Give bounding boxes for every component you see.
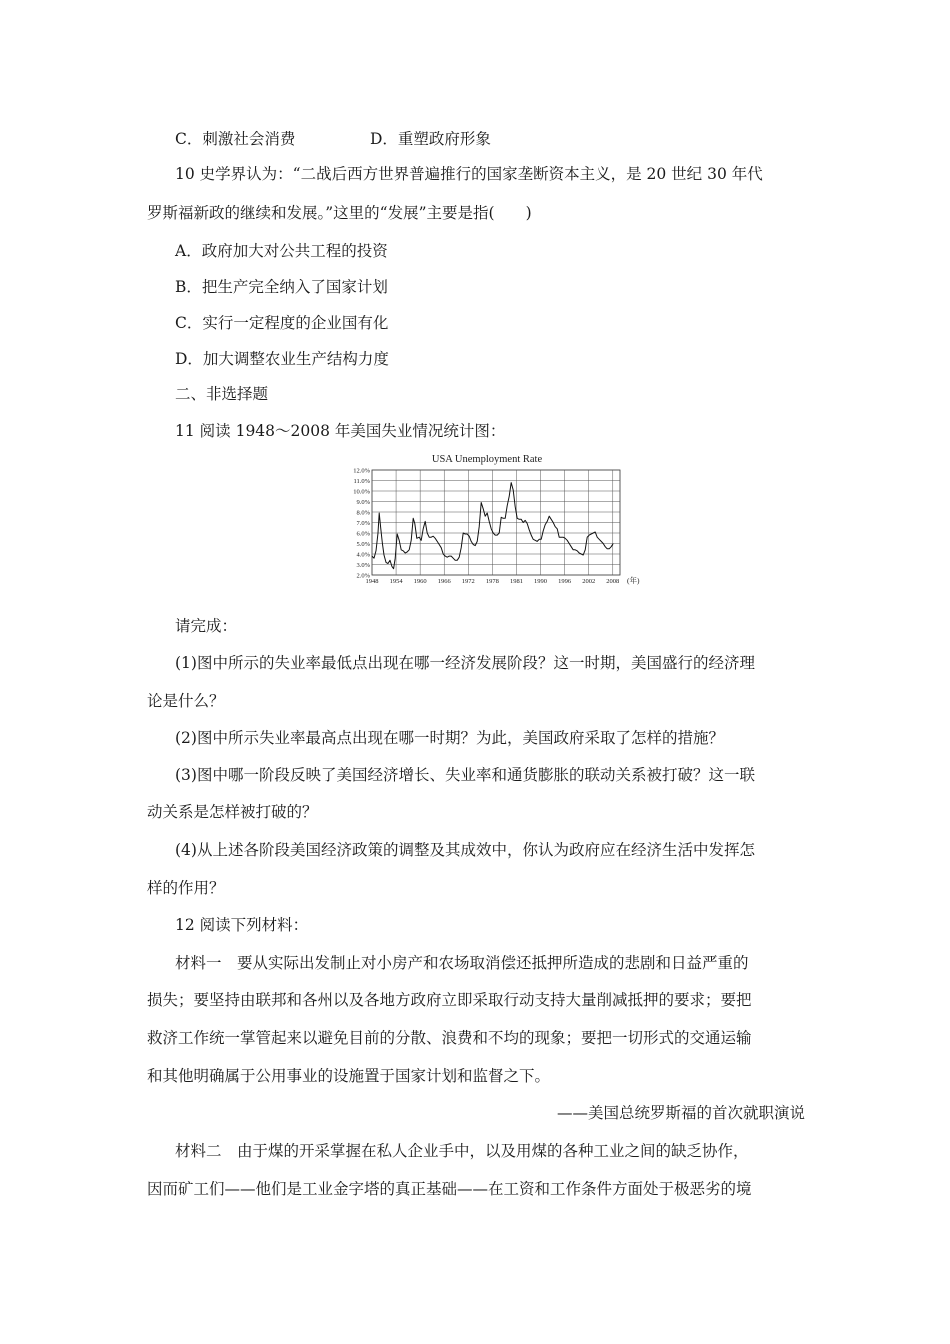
q12-material1-source: ——美国总统罗斯福的首次就职演说 <box>556 1104 805 1122</box>
x-tick-label: 1981 <box>509 578 523 585</box>
y-tick-label: 8.0% <box>356 509 370 517</box>
q11-sub3-line1: (3)图中哪一阶段反映了美国经济增长、失业率和通货膨胀的联动关系被打破？这一联 <box>175 766 755 784</box>
q10-option-c: C．实行一定程度的企业国有化 <box>175 314 389 332</box>
y-tick-label: 3.0% <box>356 562 370 569</box>
q12-stem: 12 阅读下列材料： <box>175 916 309 934</box>
q12-material2-line1: 材料二 由于煤的开采掌握在私人企业手中，以及用煤的各种工业之间的缺乏协作， <box>175 1142 749 1160</box>
y-tick-label: 9.0% <box>356 499 370 506</box>
chart-title: USA Unemployment Rate <box>431 454 543 465</box>
q12-material2-line2: 因而矿工们——他们是工业金字塔的真正基础——在工资和工作条件方面处于极恶劣的境 <box>147 1180 752 1198</box>
chart-y-ticks <box>353 468 370 580</box>
q10-stem-line2: 罗斯福新政的继续和发展。”这里的“发展”主要是指( ) <box>147 204 532 222</box>
y-tick-label: 5.0% <box>356 541 370 548</box>
x-tick-label: 1966 <box>437 578 451 585</box>
x-tick-label: 1978 <box>485 578 499 585</box>
x-tick-label: 2002 <box>582 578 596 585</box>
y-tick-label: 2.0% <box>356 572 370 580</box>
q9-option-d: D．重塑政府形象 <box>370 130 491 148</box>
chart-x-unit-label: (年) <box>627 576 640 585</box>
q10-stem-line1: 10 史学界认为：“二战后西方世界普遍推行的国家垄断资本主义，是 20 世纪 30 年代 <box>175 165 763 183</box>
y-tick-label: 11.0% <box>353 478 370 485</box>
x-tick-label: 1960 <box>413 578 427 585</box>
x-tick-label: 1996 <box>558 578 572 585</box>
y-tick-label: 7.0% <box>356 520 370 527</box>
y-tick-label: 6.0% <box>356 530 370 538</box>
y-tick-label: 4.0% <box>356 551 370 559</box>
q11-sub4-line1: (4)从上述各阶段美国经济政策的调整及其成效中，你认为政府应在经济生活中发挥怎 <box>175 841 755 859</box>
x-tick-label: 2008 <box>606 578 620 585</box>
x-tick-label: 1954 <box>389 578 403 585</box>
q11-stem: 11 阅读 1948～2008 年美国失业情况统计图： <box>175 422 506 440</box>
q12-material1-line2: 损失；要坚持由联邦和各州以及各地方政府立即采取行动支持大量削减抵押的要求；要把 <box>147 991 752 1009</box>
q11-instruction: 请完成： <box>175 617 238 635</box>
q10-option-b: B．把生产完全纳入了国家计划 <box>175 278 388 296</box>
q12-material1-line1: 材料一 要从实际出发制止对小房产和农场取消偿还抵押所造成的悲剧和日益严重的 <box>175 954 749 972</box>
y-tick-label: 10.0% <box>353 488 370 496</box>
chart-grid <box>372 470 620 575</box>
q11-sub1-line1: (1)图中所示的失业率最低点出现在哪一经济发展阶段？这一时期，美国盛行的经济理 <box>175 654 755 672</box>
q10-option-a: A．政府加大对公共工程的投资 <box>175 242 388 260</box>
q11-sub2: (2)图中所示失业率最高点出现在哪一时期？为此，美国政府采取了怎样的措施？ <box>175 729 724 747</box>
x-tick-label: 1990 <box>534 578 548 585</box>
chart-x-ticks <box>366 578 620 585</box>
q11-sub4-line2: 样的作用？ <box>147 879 225 897</box>
q11-sub1-line2: 论是什么？ <box>147 692 225 710</box>
x-tick-label: 1972 <box>461 578 475 585</box>
q9-option-c: C．刺激社会消费 <box>175 130 296 148</box>
q11-sub3-line2: 动关系是怎样被打破的？ <box>147 803 318 821</box>
q12-material1-line3: 救济工作统一掌管起来以避免目前的分散、浪费和不均的现象；要把一切形式的交通运输 <box>147 1029 752 1047</box>
q10-option-d: D．加大调整农业生产结构力度 <box>175 350 389 368</box>
x-tick-label: 1948 <box>365 578 379 585</box>
unemployment-chart <box>350 450 650 590</box>
q12-material1-line4: 和其他明确属于公用事业的设施置于国家计划和监督之下。 <box>147 1067 551 1085</box>
q9-options-row <box>175 128 491 150</box>
chart-svg <box>350 450 650 590</box>
y-tick-label: 12.0% <box>353 467 370 475</box>
section-title: 二、非选择题 <box>175 385 269 403</box>
